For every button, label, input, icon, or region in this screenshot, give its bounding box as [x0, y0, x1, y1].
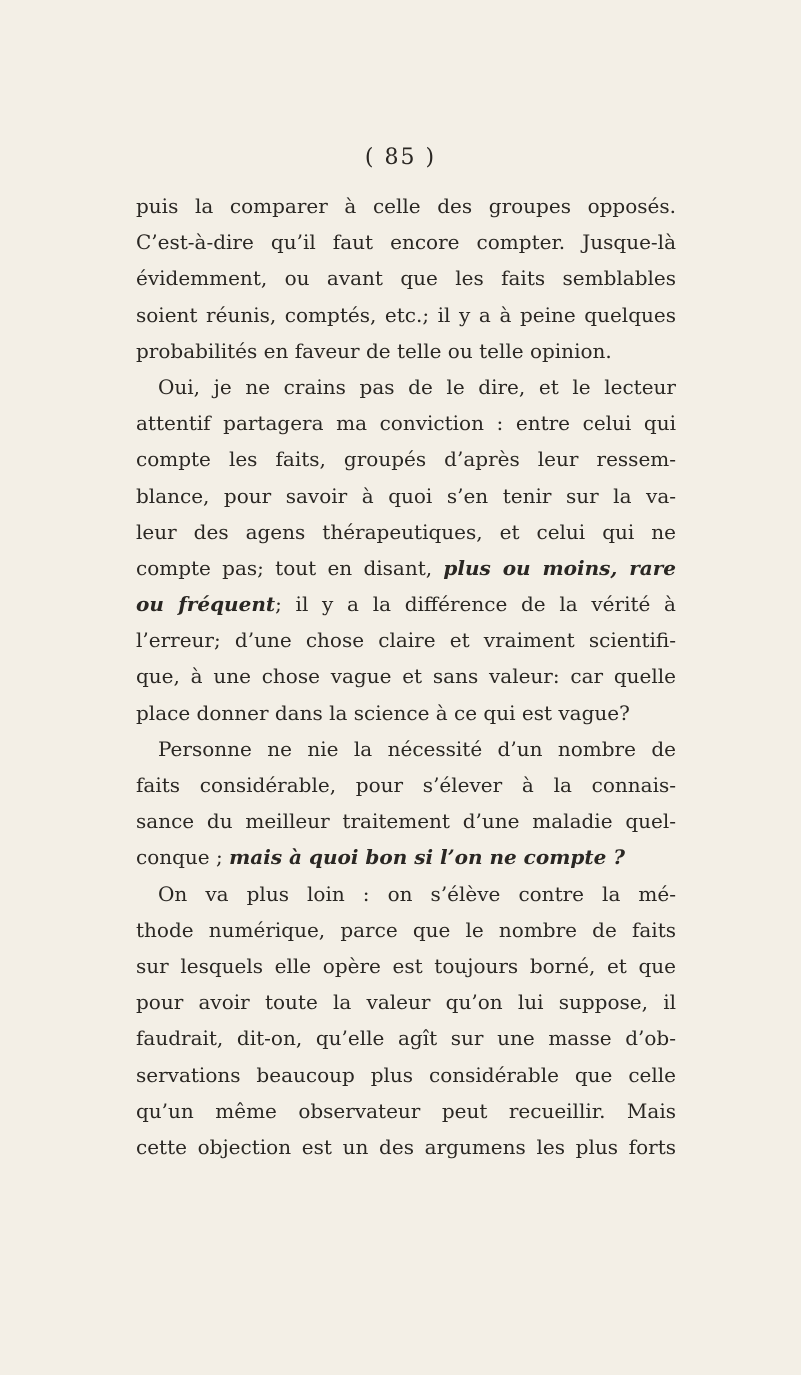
text-line: blance, pour savoir à quoi s’en tenir sur la va- [136, 483, 676, 508]
text-line: pour avoir toute la valeur qu’on lui suppose, il [136, 990, 676, 1015]
text-line: leur des agens thérapeutiques, et celui qui ne [136, 519, 676, 544]
paragraph-start-line: On va plus loin : on s’élève contre la mé- [158, 881, 676, 906]
italic-phrase: plus ou moins, rare [443, 555, 676, 580]
text-line: soient réunis, comptés, etc.; il y a à peine quelques [136, 302, 676, 327]
text-line: faits considérable, pour s’élever à la connais- [136, 773, 676, 797]
text-line: place donner dans la science à ce qui est vague? [136, 700, 630, 725]
page-number: ( 85 ) [364, 145, 437, 170]
text-line: compte pas; tout en disant, plus ou moins, rare [136, 555, 676, 580]
text-line: faudrait, dit-on, qu’elle agît sur une masse d’ob- [136, 1026, 676, 1051]
text-line: compte les faits, groupés d’après leur ressem- [136, 447, 676, 472]
text-line: attentif partagera ma conviction : entre celui qui [136, 411, 676, 436]
text-line: cette objection est un des argumens les plus forts [136, 1134, 676, 1159]
text-line: que, à une chose vague et sans valeur: car quelle [136, 664, 676, 689]
text-line: C’est-à-dire qu’il faut encore compter. Jusque-là [136, 230, 676, 255]
text-line: l’erreur; d’une chose claire et vraiment scientifi- [136, 628, 676, 653]
text-line: conque ; mais à quoi bon si l’on ne compte ? [136, 845, 625, 870]
text-line: qu’un même observateur peut recueillir. Mais [136, 1098, 676, 1123]
text-line: thode numérique, parce que le nombre de faits [136, 917, 676, 942]
text-line: sance du meilleur traitement d’une maladie quel- [136, 809, 676, 834]
text-line: servations beaucoup plus considérable que celle [136, 1062, 676, 1087]
text-line: sur lesquels elle opère est toujours borné, et que [136, 953, 676, 978]
paragraph-start-line: Oui, je ne crains pas de le dire, et le lecteur [158, 374, 676, 399]
text-line: probabilités en faveur de telle ou telle opinion. [136, 338, 612, 363]
text-line: puis la comparer à celle des groupes opposés. [136, 194, 676, 218]
text-line: évidemment, ou avant que les faits semblables [136, 266, 676, 291]
paragraph-start-line: Personne ne nie la nécessité d’un nombre de [158, 736, 676, 761]
italic-phrase: ou fréquent [136, 592, 276, 617]
body-text [136, 188, 676, 1165]
italic-phrase: mais à quoi bon si l’on ne compte ? [229, 845, 625, 870]
text-line: ou fréquent; il y a la différence de la vérité à [136, 592, 676, 617]
